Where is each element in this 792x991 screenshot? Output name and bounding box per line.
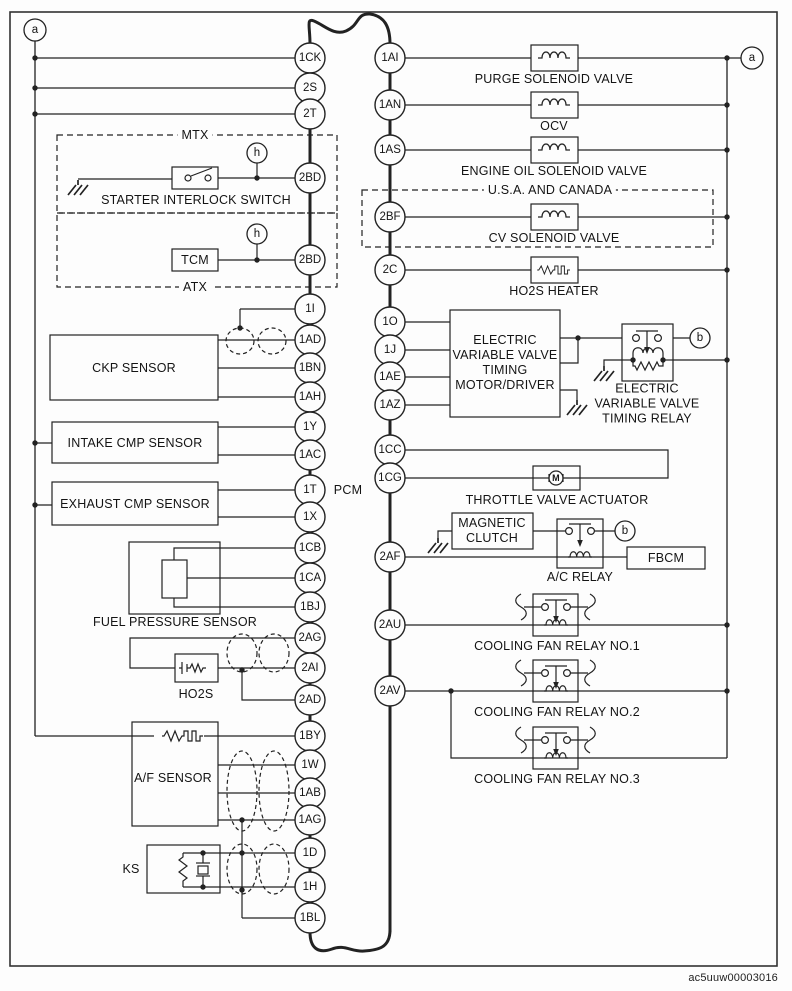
exhaust-cmp-sensor-label: EXHAUST CMP SENSOR bbox=[60, 497, 210, 511]
connector-label-2ad: 2AD bbox=[298, 694, 322, 706]
connector-label-1d: 1D bbox=[302, 847, 318, 859]
evvt-relay-label bbox=[595, 382, 700, 427]
heater-element-symbol bbox=[162, 731, 203, 741]
evvt-relay-label-line1: ELECTRIC bbox=[615, 381, 679, 396]
connector-label-1cc: 1CC bbox=[378, 444, 402, 456]
usa-canada-region-label: U.S.A. AND CANADA bbox=[484, 183, 616, 197]
connector-label-2af: 2AF bbox=[379, 551, 401, 563]
ckp-sensor-label: CKP SENSOR bbox=[92, 361, 176, 375]
connector-label-1o: 1O bbox=[382, 316, 398, 328]
connector-label-2s: 2S bbox=[302, 82, 318, 94]
connector-label-1cg: 1CG bbox=[378, 472, 402, 484]
ref-b-evvt-label: b bbox=[696, 332, 704, 344]
purge-solenoid-symbol bbox=[405, 45, 741, 71]
af-sensor-label: A/F SENSOR bbox=[134, 771, 212, 785]
cooling-fan-relay-1-symbol bbox=[405, 594, 727, 636]
connector-label-1y: 1Y bbox=[302, 421, 318, 433]
engine-oil-solenoid-symbol bbox=[405, 137, 727, 163]
connector-label-1bj: 1BJ bbox=[300, 601, 320, 613]
connector-label-2bd-mtx: 2BD bbox=[298, 172, 322, 184]
fuel-pressure-box bbox=[129, 542, 295, 614]
connector-label-2au: 2AU bbox=[378, 619, 402, 631]
connector-label-1an: 1AN bbox=[378, 99, 402, 111]
connector-label-1t: 1T bbox=[303, 484, 317, 496]
piezo-element-symbol bbox=[196, 853, 210, 887]
connector-label-1x: 1X bbox=[302, 511, 318, 523]
tcm-label: TCM bbox=[181, 253, 209, 267]
shield-1ad bbox=[226, 328, 286, 354]
connector-label-2ai: 2AI bbox=[301, 662, 319, 674]
cv-solenoid-symbol bbox=[405, 204, 727, 230]
connector-label-1ag: 1AG bbox=[298, 814, 322, 826]
connector-label-1ah: 1AH bbox=[298, 391, 322, 403]
evvt-relay-label-line3: TIMING RELAY bbox=[602, 411, 692, 426]
relay-resistor-symbol bbox=[633, 360, 663, 370]
connector-label-2bd-atx: 2BD bbox=[298, 254, 322, 266]
evvt-motor-driver-label-line3: TIMING bbox=[482, 363, 528, 377]
ocv-solenoid-symbol bbox=[405, 92, 727, 118]
connector-label-1ae: 1AE bbox=[379, 371, 401, 383]
mtx-region-label: MTX bbox=[178, 128, 213, 142]
ground-symbol bbox=[428, 538, 448, 553]
motor-letter-label: M bbox=[552, 473, 560, 483]
ks-box bbox=[147, 845, 295, 893]
resistor-symbol bbox=[179, 853, 187, 887]
ho2s-heater-symbol bbox=[405, 257, 727, 283]
throttle-valve-actuator-label: THROTTLE VALVE ACTUATOR bbox=[465, 493, 649, 507]
ground-symbol bbox=[567, 400, 587, 415]
connector-label-1bn: 1BN bbox=[298, 362, 322, 374]
connector-label-1i: 1I bbox=[305, 303, 315, 315]
evvt-motor-driver-label-line1: ELECTRIC bbox=[473, 333, 537, 347]
ref-h-mtx-label: h bbox=[253, 147, 261, 159]
connector-label-1bl: 1BL bbox=[299, 912, 321, 924]
ocv-label: OCV bbox=[540, 119, 568, 133]
connector-label-1ca: 1CA bbox=[298, 572, 322, 584]
atx-region-label: ATX bbox=[179, 280, 211, 294]
connector-label-2ag: 2AG bbox=[298, 632, 322, 644]
connector-label-1ad: 1AD bbox=[298, 334, 322, 346]
magnetic-clutch-label-line1: MAGNETIC bbox=[458, 516, 526, 530]
fuel-pressure-sensor-label: FUEL PRESSURE SENSOR bbox=[93, 615, 257, 629]
ref-b-ac-label: b bbox=[621, 525, 629, 537]
connector-label-2c: 2C bbox=[382, 264, 398, 276]
connector-label-1ab: 1AB bbox=[299, 787, 321, 799]
cooling-fan-relay-2-label: COOLING FAN RELAY NO.2 bbox=[474, 705, 640, 719]
af-sensor-box bbox=[35, 722, 295, 918]
cooling-fan-relay-1-label: COOLING FAN RELAY NO.1 bbox=[474, 639, 640, 653]
purge-solenoid-valve-label: PURGE SOLENOID VALVE bbox=[474, 72, 634, 86]
connector-label-1as: 1AS bbox=[379, 144, 401, 156]
evvt-motor-driver-label bbox=[453, 333, 558, 393]
connector-label-1ai: 1AI bbox=[381, 52, 399, 64]
ref-h-atx-label: h bbox=[253, 228, 261, 240]
connector-label-2t: 2T bbox=[303, 108, 317, 120]
cooling-fan-relay-3-label: COOLING FAN RELAY NO.3 bbox=[474, 772, 640, 786]
shield-af bbox=[227, 751, 289, 831]
magnetic-clutch-label bbox=[458, 516, 526, 546]
starter-interlock-switch-label: STARTER INTERLOCK SWITCH bbox=[101, 193, 291, 207]
cooling-fan-relay-3-symbol bbox=[451, 691, 727, 769]
cv-solenoid-valve-label: CV SOLENOID VALVE bbox=[488, 231, 620, 245]
evvt-relay-label-line2: VARIABLE VALVE bbox=[594, 396, 700, 411]
ground-symbol bbox=[68, 180, 88, 195]
ground-symbol bbox=[594, 366, 614, 381]
ref-a-left-label: a bbox=[31, 24, 39, 36]
ref-a-right-label: a bbox=[748, 52, 756, 64]
connector-label-2bf: 2BF bbox=[379, 211, 401, 223]
shield-ho2s bbox=[227, 634, 289, 672]
ks-label: KS bbox=[122, 862, 140, 876]
relay-coil-symbol bbox=[568, 552, 592, 557]
connector-label-1ck: 1CK bbox=[298, 52, 322, 64]
starter-interlock-switch-symbol bbox=[68, 163, 295, 195]
connector-label-1h: 1H bbox=[302, 881, 318, 893]
connector-label-1cb: 1CB bbox=[298, 542, 322, 554]
cooling-fan-relay-2-symbol bbox=[405, 660, 727, 702]
evvt-motor-driver-label-line2: VARIABLE VALVE bbox=[452, 348, 558, 362]
figure-code: ac5uuw00003016 bbox=[688, 972, 778, 984]
intake-cmp-sensor-label: INTAKE CMP SENSOR bbox=[67, 436, 203, 450]
fbcm-label: FBCM bbox=[647, 551, 685, 565]
connector-label-2av: 2AV bbox=[379, 685, 401, 697]
pcm-label: PCM bbox=[333, 483, 363, 497]
ac-relay-label: A/C RELAY bbox=[546, 570, 614, 584]
ho2s-label: HO2S bbox=[178, 687, 214, 701]
connector-label-1az: 1AZ bbox=[379, 399, 401, 411]
magnetic-clutch-label-line2: CLUTCH bbox=[466, 531, 518, 545]
throttle-actuator-symbol bbox=[405, 450, 668, 490]
connector-label-1w: 1W bbox=[301, 759, 319, 771]
connector-label-1j: 1J bbox=[383, 344, 397, 356]
evvt-motor-driver-label-line4: MOTOR/DRIVER bbox=[455, 378, 555, 392]
ckp-sensor-box bbox=[50, 309, 295, 400]
connector-label-1by: 1BY bbox=[299, 730, 321, 742]
ho2s-heater-label: HO2S HEATER bbox=[509, 284, 599, 298]
engine-oil-solenoid-valve-label: ENGINE OIL SOLENOID VALVE bbox=[460, 164, 648, 178]
connector-label-1ac: 1AC bbox=[298, 449, 322, 461]
